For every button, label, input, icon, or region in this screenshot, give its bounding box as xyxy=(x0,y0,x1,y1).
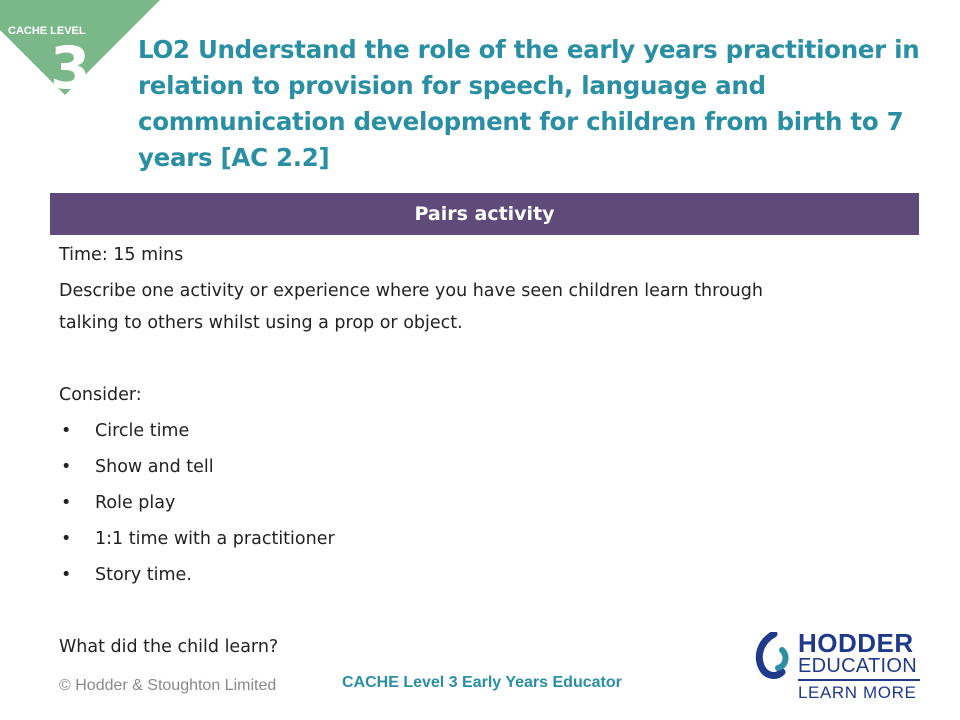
bullet-text: Circle time xyxy=(95,421,190,441)
logo-education-text: EDUCATION xyxy=(798,655,917,677)
cache-level-badge xyxy=(0,0,160,95)
logo-divider xyxy=(798,679,920,681)
time-text: Time: 15 mins xyxy=(59,245,184,265)
badge-level-label: CACHE LEVEL xyxy=(8,25,86,37)
consider-label: Consider: xyxy=(59,385,142,405)
publisher-logo-icon xyxy=(752,632,792,684)
bullet-text: 1:1 time with a practitioner xyxy=(95,529,335,549)
description-line-2: talking to others whilst using a prop or object. xyxy=(59,313,463,333)
pairs-activity-banner xyxy=(50,193,919,235)
level-badge-shape xyxy=(0,0,160,95)
course-name: CACHE Level 3 Early Years Educator xyxy=(342,674,622,691)
logo-tagline: LEARN MORE xyxy=(798,683,917,702)
bullet-text: Show and tell xyxy=(95,457,214,477)
question-text: What did the child learn? xyxy=(59,637,279,657)
description-line-1: Describe one activity or experience where you have seen children learn through xyxy=(59,281,763,301)
banner-label: Pairs activity xyxy=(414,203,555,225)
copyright-notice: © Hodder & Stoughton Limited xyxy=(59,677,277,694)
bullet-icon: • xyxy=(61,565,72,585)
bullet-icon: • xyxy=(61,493,72,513)
badge-level-number: 3 xyxy=(50,34,91,95)
bullet-icon: • xyxy=(61,457,72,477)
bullet-text: Role play xyxy=(95,493,176,513)
logo-hodder-text: HODDER xyxy=(798,628,914,658)
hodder-education-logo xyxy=(752,628,927,708)
bullet-icon: • xyxy=(61,529,72,549)
bullet-text: Story time. xyxy=(95,565,192,585)
slide-title: LO2 Understand the role of the early years practitioner in relation to provision for speech, language and communication development for children from birth to 7 years [AC 2.2] xyxy=(138,35,920,172)
bullet-icon: • xyxy=(61,421,72,441)
